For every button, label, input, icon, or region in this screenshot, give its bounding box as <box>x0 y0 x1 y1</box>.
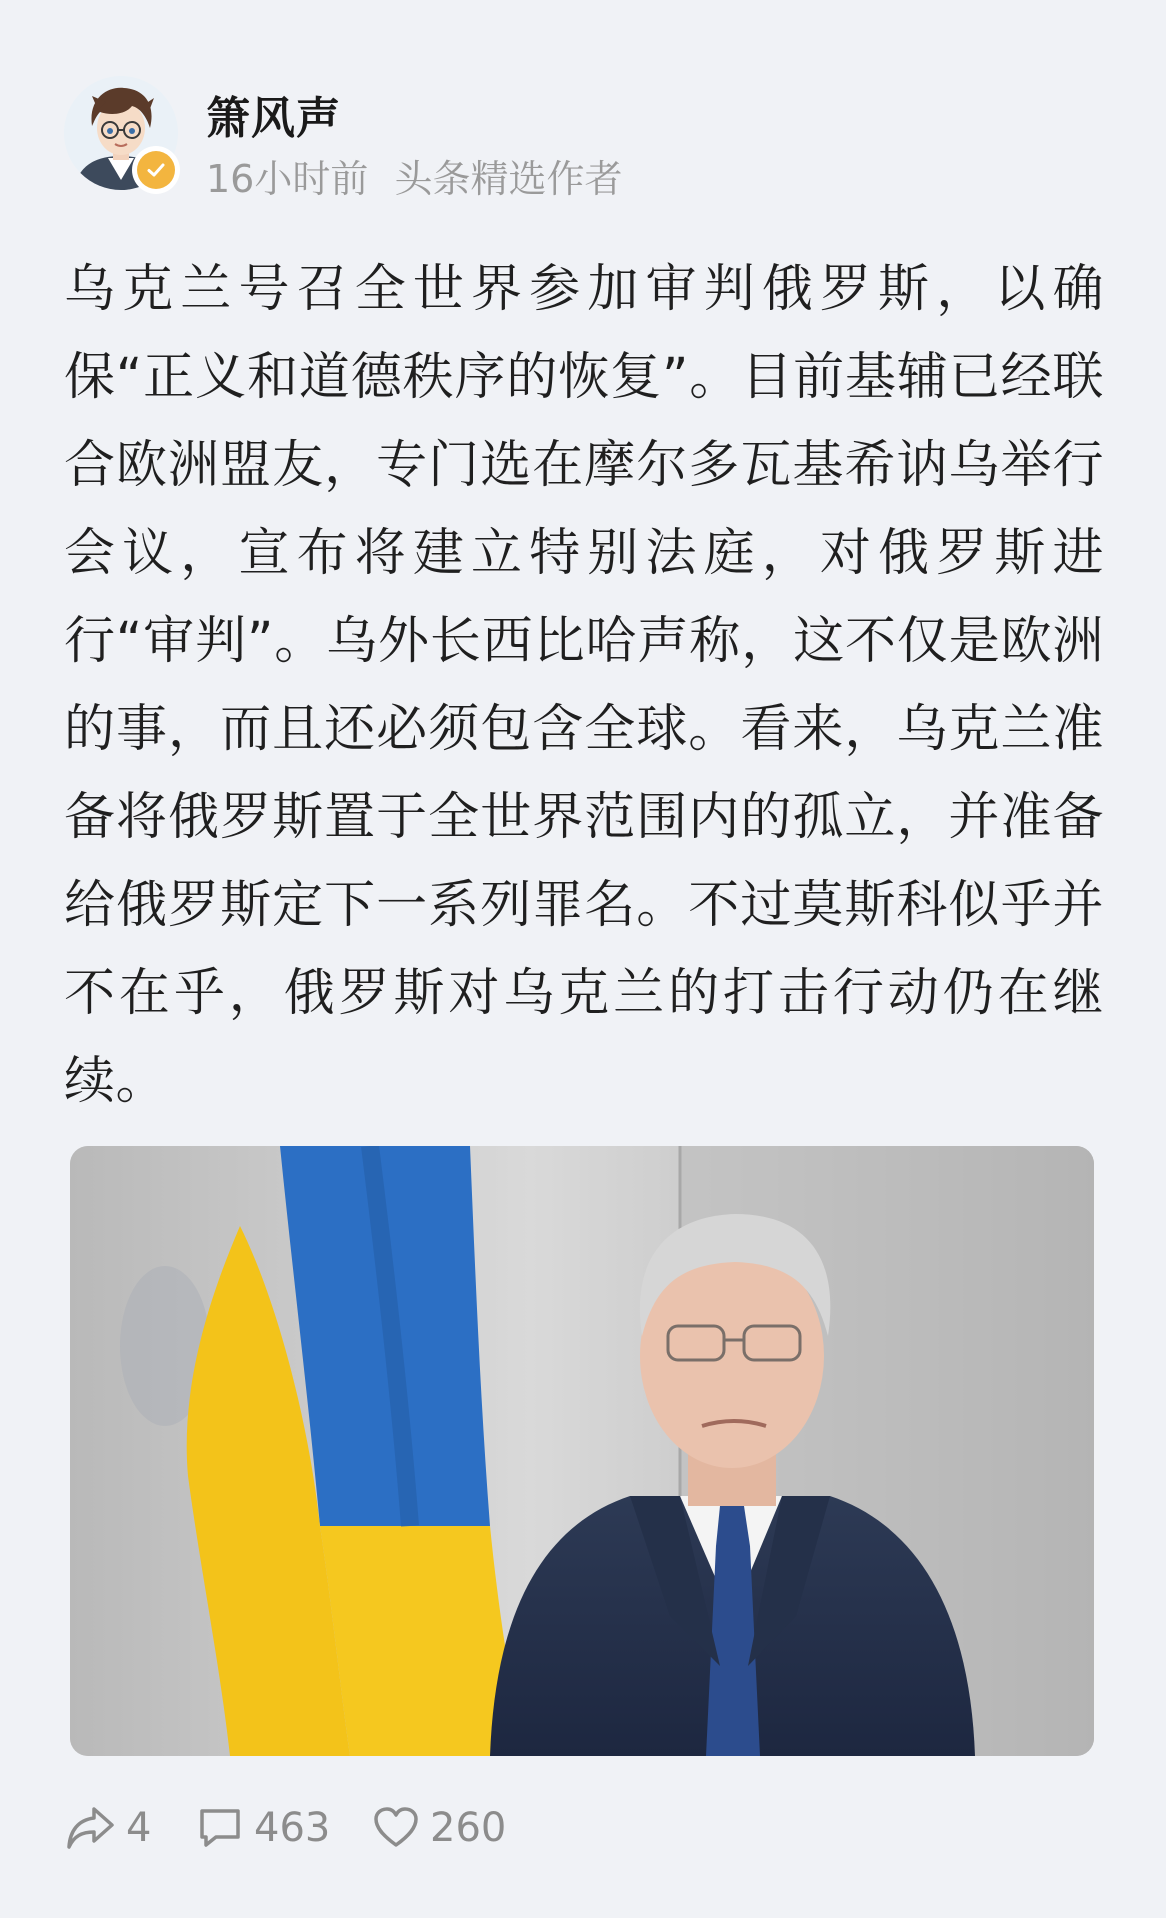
post-photo <box>70 1146 1094 1756</box>
share-button[interactable] <box>66 1800 151 1856</box>
comment-icon <box>196 1805 244 1851</box>
comment-count: 463 <box>254 1805 331 1851</box>
verified-badge-icon <box>132 146 180 194</box>
share-icon <box>66 1805 116 1851</box>
post-body-text: 乌克兰号召全世界参加审判俄罗斯，以确保“正义和道德秩序的恢复”。目前基辅已经联合欧洲盟友，专门选在摩尔多瓦基希讷乌举行会议，宣布将建立特别法庭，对俄罗斯进行“审判”。乌外长西比哈声称，这不仅是欧洲的事，而且还必须包含全球。看来，乌克兰准备将俄罗斯置于全世界范围内的孤立，并准备给俄罗斯定下一系列罪名。不过莫斯科似乎并不在乎，俄罗斯对乌克兰的打击行动仍在继续。 <box>64 260 1104 1111</box>
heart-icon <box>372 1805 420 1851</box>
author-badge-label: 头条精选作者 <box>394 157 623 201</box>
author-meta <box>206 148 622 203</box>
action-bar <box>66 1800 666 1856</box>
author-name[interactable]: 箫风声 <box>206 93 341 144</box>
comment-button[interactable] <box>196 1800 330 1856</box>
like-count: 260 <box>430 1805 507 1851</box>
like-button[interactable] <box>372 1800 506 1856</box>
post-time: 16小时前 <box>206 157 369 201</box>
post-image[interactable] <box>70 1146 1094 1756</box>
share-count: 4 <box>126 1805 152 1851</box>
author-header <box>64 76 1104 200</box>
